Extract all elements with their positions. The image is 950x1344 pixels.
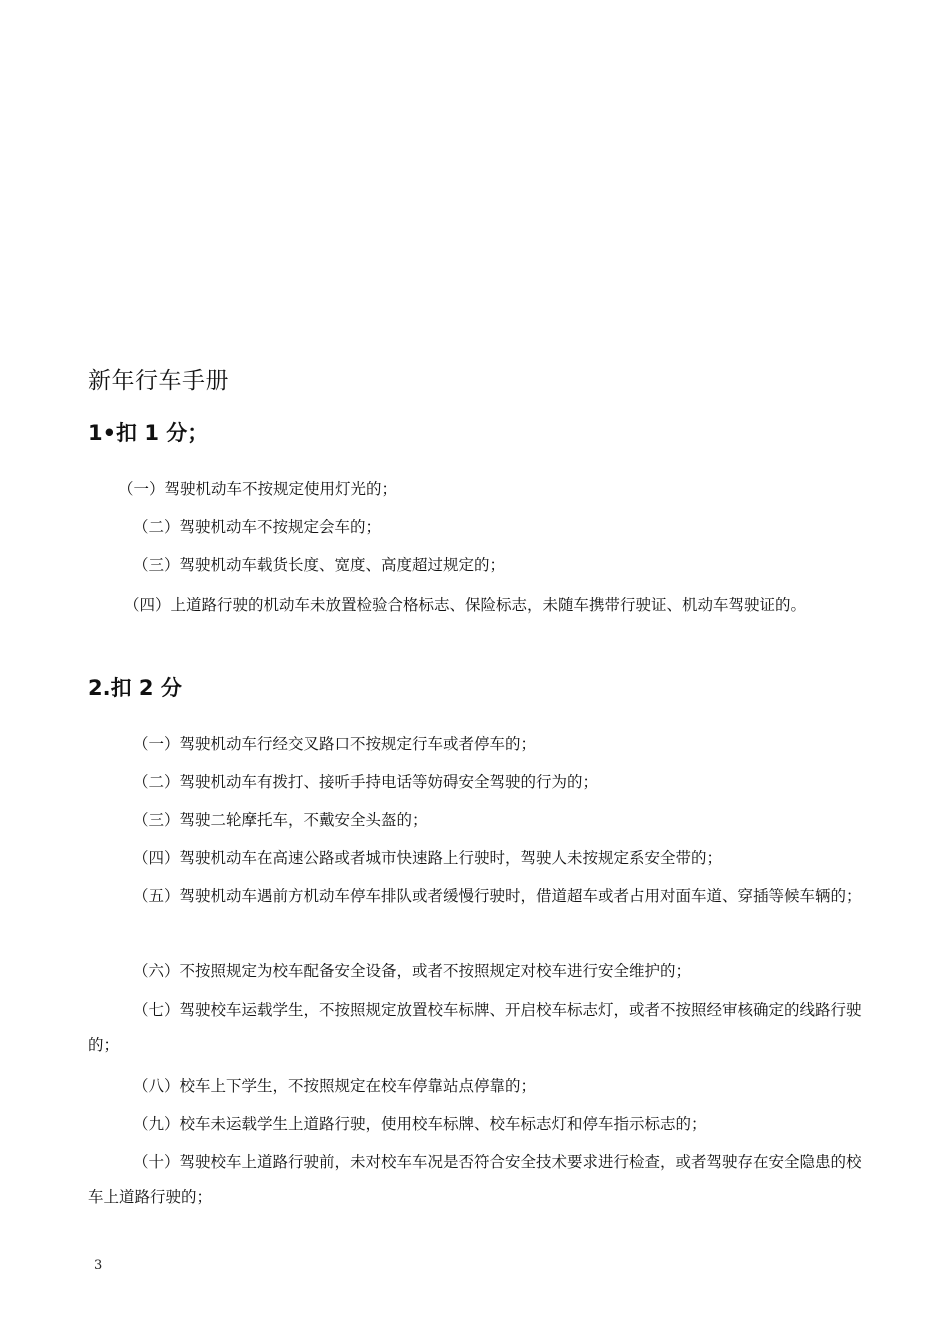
list-item: （三）驾驶二轮摩托车，不戴安全头盔的； [133,811,428,829]
section-heading-deduct-1: 1•扣 1 分； [88,421,209,445]
list-item: （二）驾驶机动车不按规定会车的； [133,518,382,536]
list-item: （三）驾驶机动车载货长度、宽度、高度超过规定的； [133,556,506,574]
list-item: （四）上道路行驶的机动车未放置检验合格标志、保险标志，未随车携带行驶证、机动车驾驶证的。 [124,596,807,614]
page-title: 新年行车手册 [88,368,229,394]
list-item: （七）驾驶校车运载学生，不按照规定放置校车标牌、开启校车标志灯，或者不按照经审核确定的线路行驶的； [88,1001,862,1054]
page-number: 3 [94,1258,103,1273]
list-item: （五）驾驶机动车遇前方机动车停车排队或者缓慢行驶时，借道超车或者占用对面车道、穿插等候车辆的； [133,887,862,905]
section-heading-deduct-2: 2.扣 2 分 [88,676,182,700]
list-item: （二）驾驶机动车有拨打、接听手持电话等妨碍安全驾驶的行为的； [133,773,599,791]
list-item: （八）校车上下学生，不按照规定在校车停靠站点停靠的； [133,1077,537,1095]
list-item: （一）驾驶机动车行经交叉路口不按规定行车或者停车的； [133,735,537,753]
list-item: （六）不按照规定为校车配备安全设备，或者不按照规定对校车进行安全维护的； [133,962,692,980]
list-item: （四）驾驶机动车在高速公路或者城市快速路上行驶时，驾驶人未按规定系安全带的； [133,849,723,867]
list-item: （十）驾驶校车上道路行驶前，未对校车车况是否符合安全技术要求进行检查，或者驾驶存在安全隐患的校车上道路行驶的； [88,1153,862,1206]
list-item: （九）校车未运载学生上道路行驶，使用校车标牌、校车标志灯和停车指示标志的； [133,1115,707,1133]
list-item: （一）驾驶机动车不按规定使用灯光的； [118,480,398,498]
